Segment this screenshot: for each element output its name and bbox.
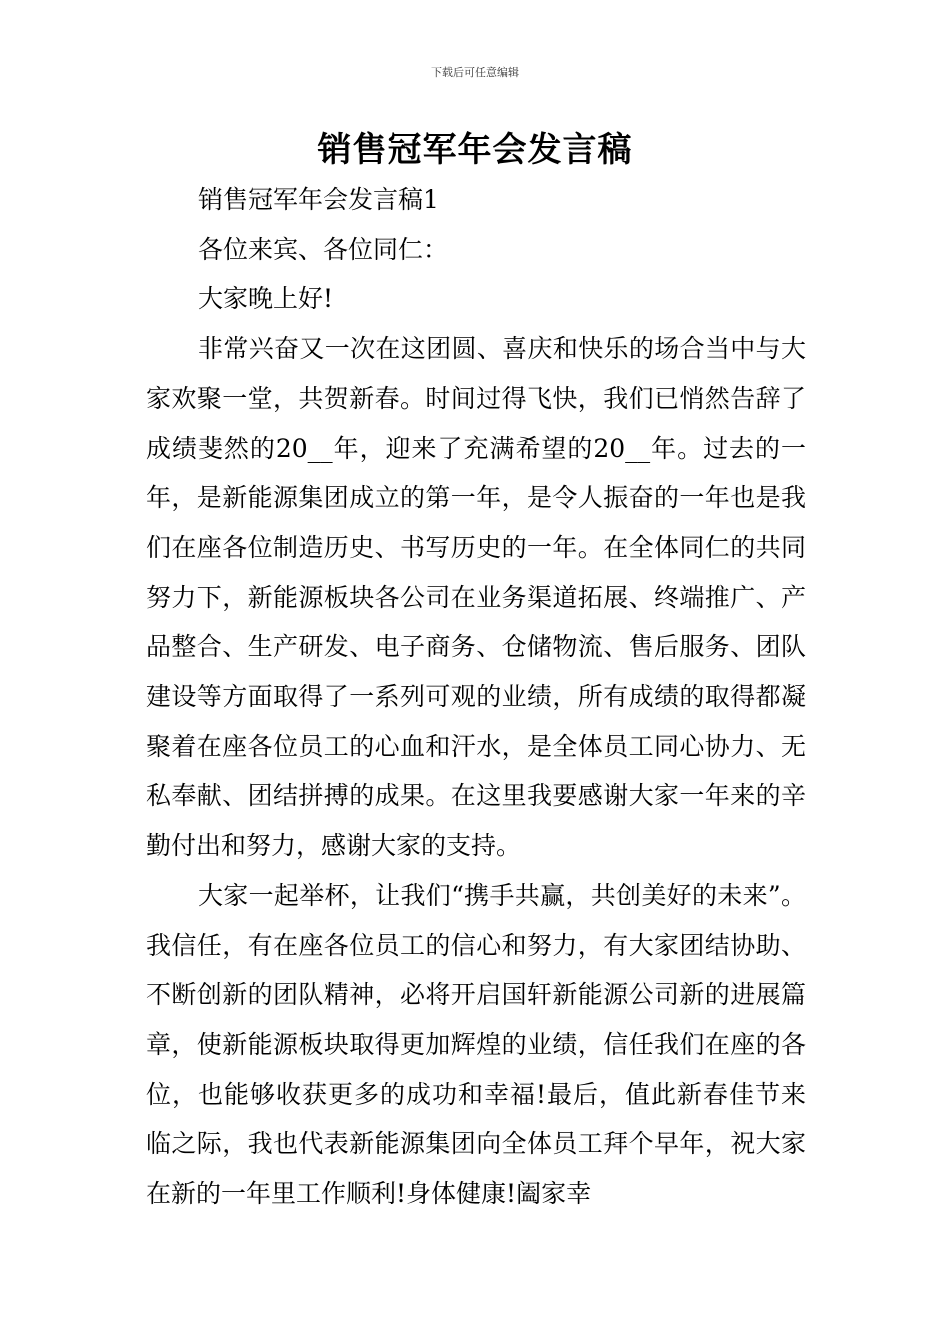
body-paragraph: 非常兴奋又一次在这团圆、喜庆和快乐的场合当中与大家欢聚一堂，共贺新春。时间过得飞快，我们已悄然告辞了成绩斐然的20__年，迎来了充满希望的20__年。过去的一年，是新能源集团成立的第一年，是令人振奋的一年也是我们在座各位制造历史、书写历史的一年。在全体同仁的共同努力下，新能源板块各公司在业务渠道拓展、终端推广、产品整合、生产研发、电子商务、仓储物流、售后服务、团队建设等方面取得了一系列可观的业绩，所有成绩的取得都凝聚着在座各位员工的心血和汗水，是全体员工同心协力、无私奉献、团结拼搏的成果。在这里我要感谢大家一年来的辛勤付出和努力，感谢大家的支持。 <box>146 334 806 861</box>
greeting: 大家晚上好! <box>198 284 334 314</box>
document-body <box>146 175 806 1219</box>
body-paragraph: 大家一起举杯，让我们“携手共赢，共创美好的未来”。我信任，有在座各位员工的信心和努力，有大家团结协助、不断创新的团队精神，必将开启国轩新能源公司新的进展篇章，使新能源板块取得更加辉煌的业绩，信任我们在座的各位，也能够收获更多的成功和幸福!最后，值此新春佳节来临之际，我也代表新能源集团向全体员工拜个早年，祝大家在新的一年里工作顺利!身体健康!阖家幸 <box>146 880 806 1209</box>
document-title: 销售冠军年会发言稿 <box>317 130 633 170</box>
section-heading: 销售冠军年会发言稿1 <box>198 185 439 214</box>
header-note: 下载后可任意编辑 <box>431 66 519 79</box>
salutation: 各位来宾、各位同仁： <box>198 234 449 264</box>
